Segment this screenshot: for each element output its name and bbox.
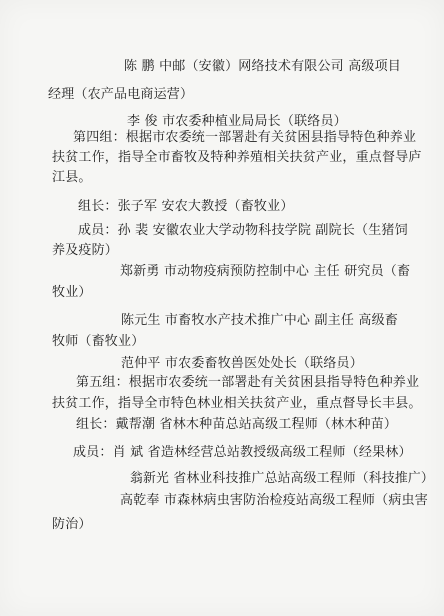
text-line-1: 陈 鹏 中邮（安徽）网络技术有限公司 高级项目 <box>124 59 401 74</box>
text-line-11: 牧业） <box>52 285 92 300</box>
text-line-12: 陈元生 市畜牧水产技术推广中心 副主任 高级畜 <box>121 313 398 328</box>
text-line-17: 组长：戴帮潮 省林木种苗总站高级工程师（林木种苗） <box>76 417 398 432</box>
text-line-3: 李 俊 市农委种植业局局长（联络员） <box>127 114 347 129</box>
text-line-10: 郑新勇 市动物疫病预防控制中心 主任 研究员（畜 <box>120 264 411 279</box>
text-line-21: 防治） <box>52 517 92 532</box>
text-line-15: 第五组：根据市农委统一部署赴有关贫困县指导特色种养业 <box>76 375 420 390</box>
text-line-14: 范仲平 市农委畜牧兽医处处长（联络员） <box>121 356 363 371</box>
text-line-13: 牧师（畜牧业） <box>52 334 145 349</box>
text-line-20: 高乾奉 市森林病虫害防治检疫站高级工程师（病虫害 <box>120 493 428 508</box>
text-line-4: 第四组：根据市农委统一部署赴有关贫困县指导特色种养业 <box>73 130 417 145</box>
text-line-18: 成员：肖 斌 省造林经营总站教授级高级工程师（经果林） <box>73 445 412 460</box>
text-line-7: 组长：张子军 安农大教授（畜牧业） <box>78 199 294 214</box>
text-line-9: 养及疫防） <box>52 243 119 258</box>
text-line-6: 江县。 <box>52 170 92 185</box>
text-line-19: 翁新光 省林业科技推广总站高级工程师（科技推广） <box>130 471 434 486</box>
text-line-2: 经理（农产品电商运营） <box>48 87 194 102</box>
text-line-8: 成员：孙 裴 安徽农业大学动物科技学院 副院长（生猪饲 <box>78 223 408 238</box>
text-line-5: 扶贫工作，指导全市畜牧及特种养殖相关扶贫产业，重点督导庐 <box>52 150 422 165</box>
text-line-16: 扶贫工作，指导全市特色林业相关扶贫产业，重点督导长丰县。 <box>52 396 422 411</box>
